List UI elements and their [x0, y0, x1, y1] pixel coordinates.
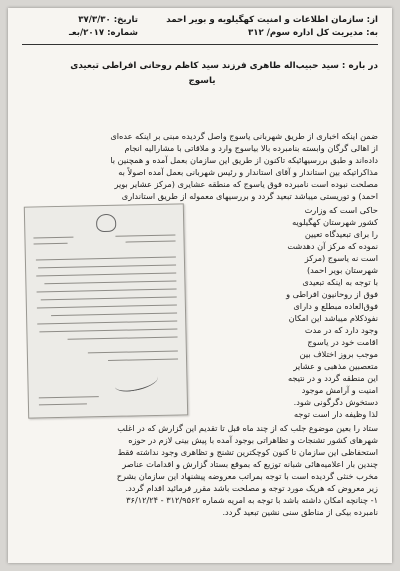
body-line: از اهالی گرگان وابسته بنامبرده بالا بیاسوج وارد و ملاقاتی با مشارالیه انجام [124, 143, 378, 153]
column-line: موجب بروز اختلاف بین [299, 349, 378, 359]
column-line: کشور شهرستان کهگیلویه [292, 217, 378, 227]
emblem-icon [96, 214, 116, 232]
column-line: را برای تبعیدگاه تعیین [304, 229, 378, 239]
column-line: وجود دارد که در مدت [304, 325, 378, 335]
column-line: با توجه به اینکه تبعیدی [302, 277, 378, 287]
column-line: اقامت خود در یاسوج [307, 337, 378, 347]
date-line: تاریخ: ۳۷/۳/۳۰ [78, 15, 138, 25]
body-line: زیر معروض که هریک مورد توجه و مصلحت باشد مقرر فرمائید اقدام گردد. [125, 483, 378, 493]
body-line: ستاد را بعین موضوع جلب که از چند ماه قبل تا تقدیم این گزارش که در اغلب [117, 423, 378, 433]
column-line: نموده که مرکز آن دهدشت [287, 241, 378, 251]
column-line: است نه یاسوج (مرکز [304, 253, 378, 263]
embedded-document-image [24, 203, 188, 418]
body-line: داده‌اند و طبق بررسیهائیکه تاکنون از طریق این سازمان بعمل آمده و همچنین با [110, 155, 378, 165]
column-line: حاکی است که وزارت [304, 205, 378, 215]
body-line: مذاکراتیکه بین استاندار و آقای استاندار و رئیس شهربانی بعمل آمده اصولاً به [118, 167, 378, 177]
body-line: شهرهای کشور تشنجات و تظاهراتی بوجود آمده با پیش بینی لازم در حوزه [128, 435, 378, 445]
body-line: ضمن اینکه اخباری از طریق شهربانی یاسوج واصل گردیده مبنی بر اینکه عده‌ای [110, 131, 378, 141]
column-line: این منطقه گردد و در نتیجه [287, 373, 378, 383]
body-line: احمد) و توریستی میباشد تبعید گردد و بررسیهای معموله از طریق استانداری [121, 191, 378, 201]
header-divider [22, 44, 378, 45]
body-line: مصلحت نبوده است نامبرده فوق یاسوج که منطقه عشایری (مرکز عشایر بویر [114, 179, 378, 189]
body-line: استحفاظی این سازمان تا کنون کوچکترین تشنج و تظاهری وجود نداشته فقط [117, 447, 378, 457]
column-line: فوق از روحانیون افراطی و [286, 289, 378, 299]
body-line: نامبرده بیکی از مناطق سنی نشین تبعید گردد. [222, 507, 378, 517]
body-line: مخرب خنثی گردیده است با توجه بمراتب معروضه پیشنهاد این سازمان بشرح [116, 471, 378, 481]
body-line: چندین بار اعلامیه‌هائی شبانه توزیع که بموقع بستاد گزارش و اقدامات عناصر [122, 459, 378, 469]
number-line: شماره: ۲۰۱۷/بعـ [68, 28, 138, 38]
body-line: ۱- چنانچه امکان داشته باشد با توجه به امریه شماره ۳۱۲/۹۵۶۲ - ۳۶/۱۲/۲۴ [126, 495, 378, 505]
column-line: شهرستان بویر احمد) [306, 265, 378, 275]
column-line: دستخوش دگرگونی شود. [293, 397, 378, 407]
column-line: فوق‌العاده مبطلع و دارای [293, 301, 378, 311]
signature-scribble [113, 370, 159, 394]
from-line: از: سازمان اطلاعات و امنیت کهگیلویه و بویر احمد [166, 15, 378, 25]
subject-line-2: یاسوج [188, 76, 216, 86]
column-line: لذا وظیفه دار است توجه [294, 409, 378, 419]
column-line: نفوذکلام میباشد این امکان [288, 313, 378, 323]
column-line: امنیت و آرامش موجود [301, 385, 378, 395]
document-page [8, 8, 392, 563]
to-line: به: مدیریت کل اداره سوم/ ۳۱۲ [247, 28, 378, 38]
subject-line-1: در باره : سید حبیب‌اله طاهری فرزند سید کاظم روحانی افراطی تبعیدی [70, 61, 378, 71]
column-line: متعصبین مذهبی و عشایر [293, 361, 378, 371]
